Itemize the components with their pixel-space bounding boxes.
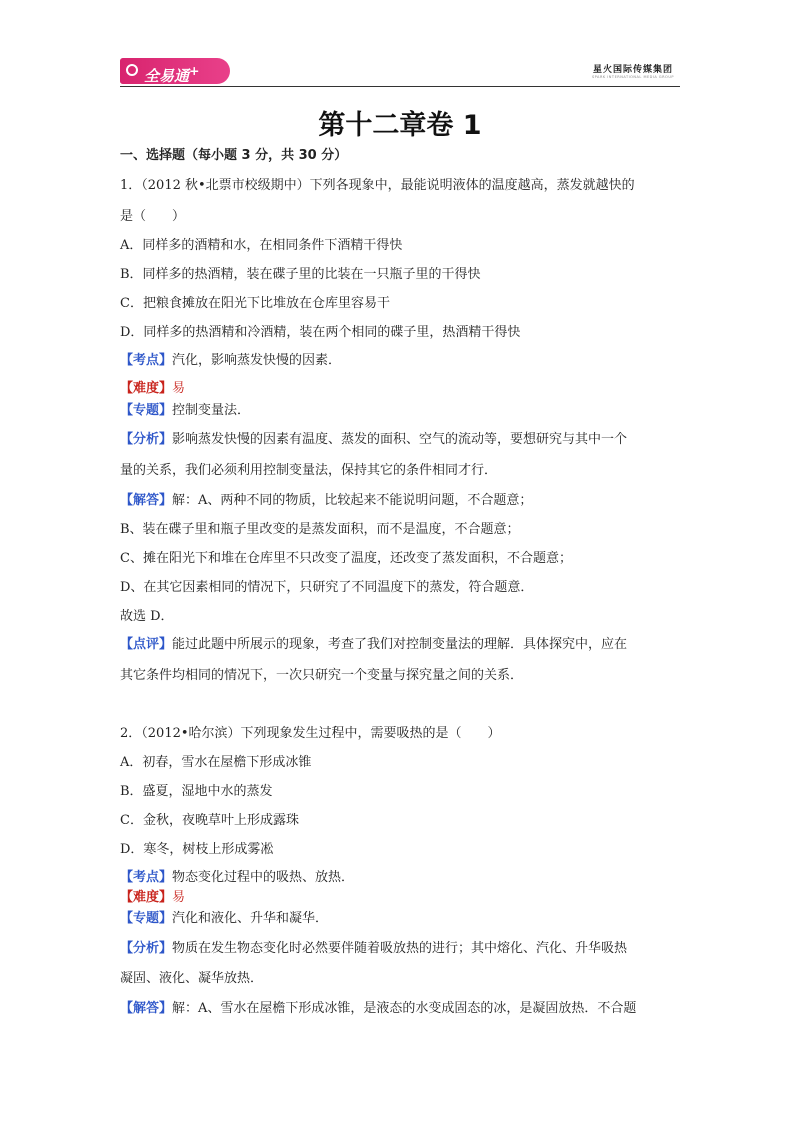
q1-nandu: 【难度】易 xyxy=(120,381,186,396)
brand-subtitle: SPARK INTERNATIONAL MEDIA GROUP xyxy=(591,75,674,79)
q2-option-d: D．寒冬，树枝上形成雾凇 xyxy=(120,842,274,857)
q2-zhuanti: 【专题】汽化和液化、升华和凝华． xyxy=(120,911,329,926)
q1-stem-line1: 1．（2012 秋•北票市校级期中）下列各现象中，最能说明液体的温度越高，蒸发就越快的 xyxy=(120,178,635,193)
publisher-brand xyxy=(592,62,674,79)
q1-option-b: B．同样多的热酒精，装在碟子里的比装在一只瓶子里的干得快 xyxy=(120,267,481,282)
q1-jieda-line5: 故选 D． xyxy=(120,609,174,624)
header-divider xyxy=(120,86,680,87)
zhuanti-tag: 【专题】 xyxy=(120,403,173,418)
q1-jieda-line4: D、在其它因素相同的情况下，只研究了不同温度下的蒸发，符合题意． xyxy=(120,580,534,595)
logo-swirl-icon xyxy=(126,64,138,76)
jieda-tag: 【解答】 xyxy=(120,1001,173,1016)
quanyitong-logo: 全易通+ xyxy=(120,58,230,84)
q1-fenxi-line2: 量的关系，我们必须利用控制变量法，保持其它的条件相同才行． xyxy=(120,463,498,478)
q2-fenxi-line2: 凝固、液化、凝华放热． xyxy=(120,971,264,986)
q2-fenxi-line1: 【分析】物质在发生物态变化时必然要伴随着吸放热的进行；其中熔化、汽化、升华吸热 xyxy=(120,941,628,956)
q2-stem-line1: 2．（2012•哈尔滨）下列现象发生过程中，需要吸热的是（ ） xyxy=(120,726,501,741)
section-heading: 一、选择题（每小题 3 分，共 30 分） xyxy=(120,148,348,163)
kaodian-tag: 【考点】 xyxy=(120,353,173,368)
q1-stem-line2: 是（ ） xyxy=(120,209,186,224)
brand-name: 星火国际传媒集团 xyxy=(592,65,673,75)
q1-jieda-line3: C、摊在阳光下和堆在仓库里不只改变了温度，还改变了蒸发面积，不合题意； xyxy=(120,551,572,566)
q1-option-a: A．同样多的酒精和水，在相同条件下酒精干得快 xyxy=(120,238,403,253)
kaodian-tag: 【考点】 xyxy=(120,870,173,885)
q2-option-c: C．金秋，夜晚草叶上形成露珠 xyxy=(120,813,299,828)
fenxi-tag: 【分析】 xyxy=(120,432,173,447)
q1-jieda-line1: 【解答】解：A、两种不同的物质，比较起来不能说明问题，不合题意； xyxy=(120,493,533,508)
page-title: 第十二章卷 1 xyxy=(318,110,482,141)
jieda-tag: 【解答】 xyxy=(120,493,173,508)
q1-option-c: C．把粮食摊放在阳光下比堆放在仓库里容易干 xyxy=(120,296,390,311)
q2-nandu: 【难度】易 xyxy=(120,890,186,905)
nandu-tag: 【难度】 xyxy=(120,381,173,396)
q1-option-d: D．同样多的热酒精和冷酒精，装在两个相同的碟子里，热酒精干得快 xyxy=(120,325,521,340)
q2-option-b: B．盛夏，湿地中水的蒸发 xyxy=(120,784,273,799)
q1-dianping-line2: 其它条件均相同的情况下，一次只研究一个变量与探究量之间的关系． xyxy=(120,668,524,683)
q1-kaodian: 【考点】汽化，影响蒸发快慢的因素． xyxy=(120,353,342,368)
dianping-tag: 【点评】 xyxy=(120,637,173,652)
page-header xyxy=(120,56,680,86)
q2-option-a: A．初春，雪水在屋檐下形成冰锥 xyxy=(120,755,312,770)
q1-fenxi-line1: 【分析】影响蒸发快慢的因素有温度、蒸发的面积、空气的流动等，要想研究与其中一个 xyxy=(120,432,628,447)
q2-kaodian: 【考点】物态变化过程中的吸热、放热． xyxy=(120,870,355,885)
nandu-tag: 【难度】 xyxy=(120,890,173,905)
q1-jieda-line2: B、装在碟子里和瓶子里改变的是蒸发面积，而不是温度，不合题意； xyxy=(120,522,520,537)
zhuanti-tag: 【专题】 xyxy=(120,911,173,926)
q2-jieda-line1: 【解答】解：A、雪水在屋檐下形成冰锥，是液态的水变成固态的冰，是凝固放热．不合题 xyxy=(120,1001,637,1016)
q1-dianping-line1: 【点评】能过此题中所展示的现象，考查了我们对控制变量法的理解．具体探究中，应在 xyxy=(120,637,628,652)
q1-zhuanti: 【专题】控制变量法． xyxy=(120,403,251,418)
fenxi-tag: 【分析】 xyxy=(120,941,173,956)
